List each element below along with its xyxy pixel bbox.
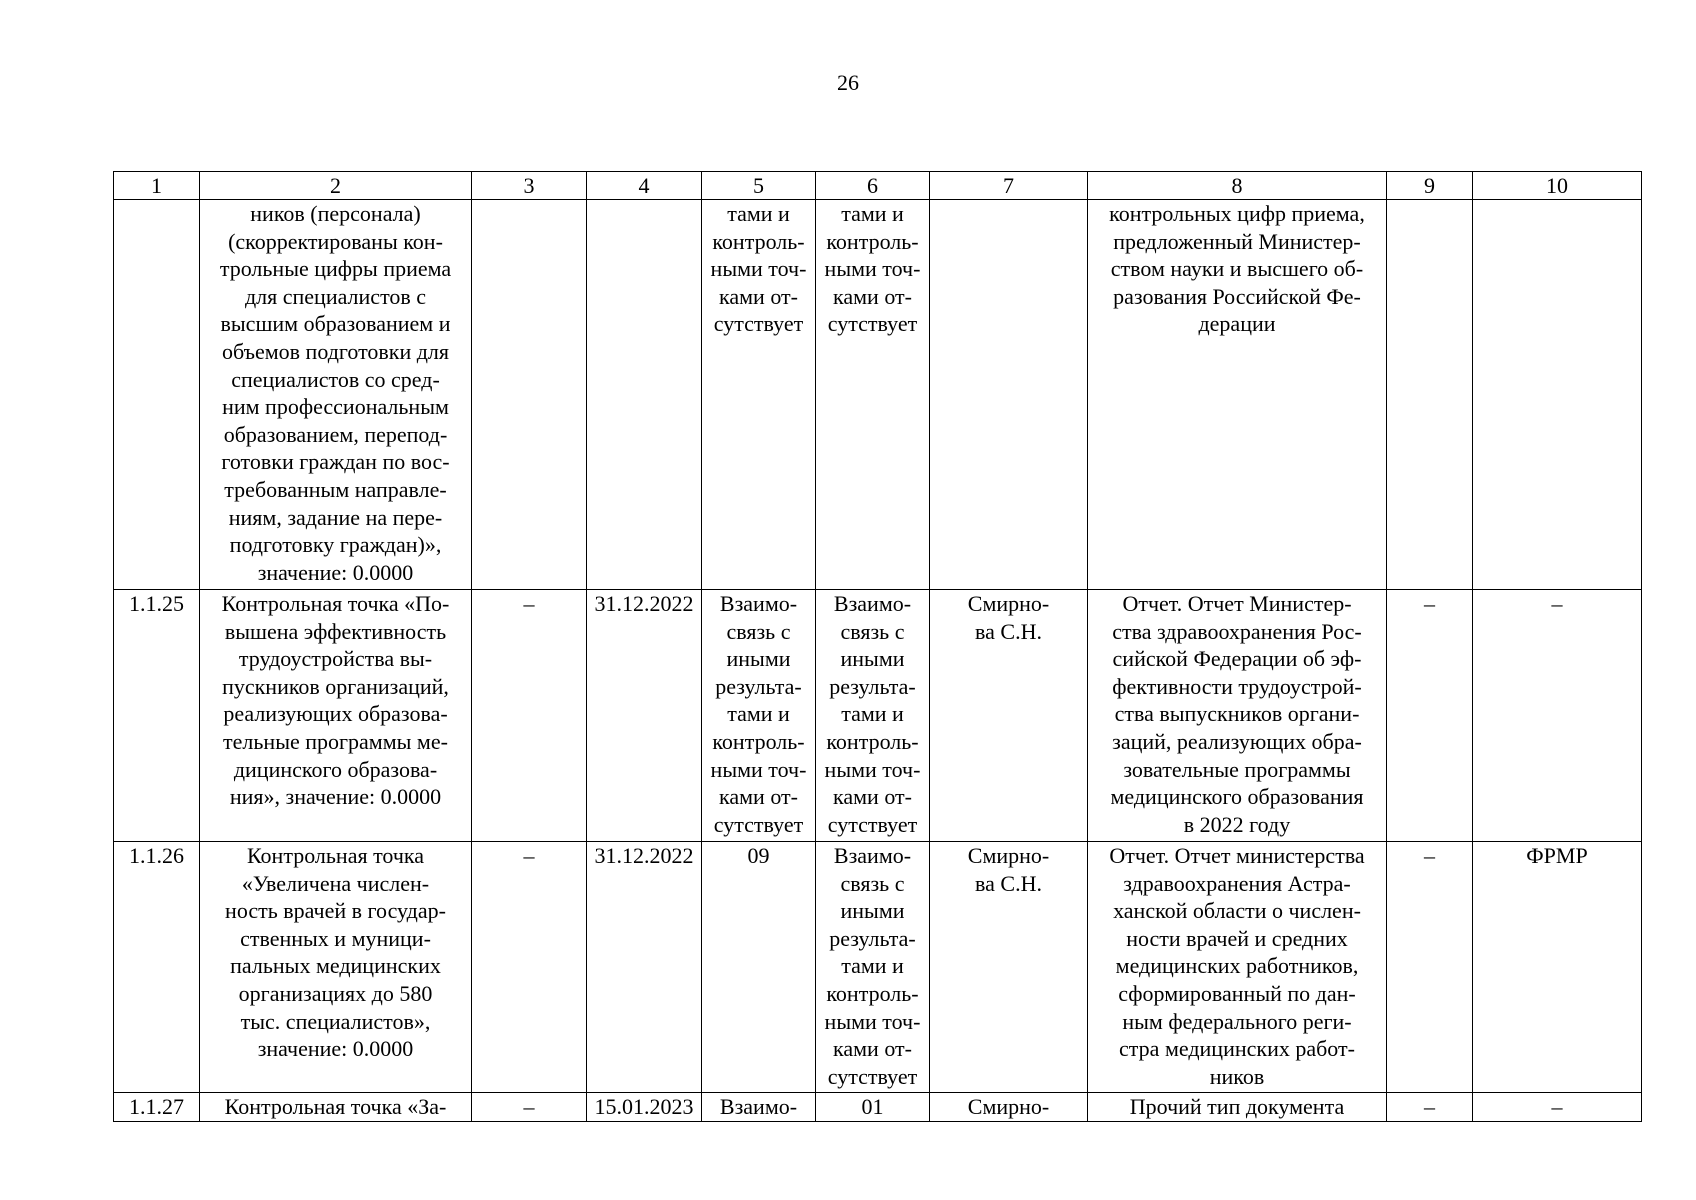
column-header: 1 <box>114 172 200 200</box>
cell-date: 15.01.2023 <box>587 1093 702 1122</box>
cell-col5: 09 <box>702 842 816 1093</box>
column-header: 2 <box>200 172 472 200</box>
table-row <box>114 200 1642 590</box>
cell-col9: – <box>1387 1093 1473 1122</box>
cell-col10: – <box>1473 1093 1642 1122</box>
cell-description: Контрольная точка «За- <box>200 1093 472 1122</box>
cell-number: 1.1.26 <box>114 842 200 1093</box>
cell-col6: Взаимо- связь с иными результа- тами и контроль- ными точ- ками от- сутствует <box>816 842 930 1093</box>
cell-col3: – <box>472 590 587 842</box>
data-table <box>113 171 1642 1122</box>
column-header: 6 <box>816 172 930 200</box>
cell-col9: – <box>1387 842 1473 1093</box>
table-row <box>114 590 1642 842</box>
cell-description: Контрольная точка «По- вышена эффективность трудоустройства вы- пускников организаций, реализующих образова- тельные программы ме- дицинского образова- ния», значение: 0.0000 <box>200 590 472 842</box>
column-header: 10 <box>1473 172 1642 200</box>
column-header: 8 <box>1088 172 1387 200</box>
table-row <box>114 842 1642 1093</box>
column-header: 5 <box>702 172 816 200</box>
cell-document: контрольных цифр приема, предложенный Министер- ством науки и высшего об- разования Российской Фе- дерации <box>1088 200 1387 590</box>
column-header: 7 <box>930 172 1088 200</box>
cell-description: Контрольная точка «Увеличена числен- ность врачей в государ- ственных и муници- пальных медицинских организациях до 580 тыс. специалистов», значение: 0.0000 <box>200 842 472 1093</box>
cell-responsible <box>930 200 1088 590</box>
cell-col10 <box>1473 200 1642 590</box>
cell-document: Отчет. Отчет Министер- ства здравоохранения Рос- сийской Федерации об эф- фективности трудоустрой- ства выпускников органи- заций, реализующих обра- зовательные программы медицинского образования в 2022 году <box>1088 590 1387 842</box>
cell-col3 <box>472 200 587 590</box>
cell-col10: ФРМР <box>1473 842 1642 1093</box>
cell-col6: Взаимо- связь с иными результа- тами и контроль- ными точ- ками от- сутствует <box>816 590 930 842</box>
cell-col6: 01 <box>816 1093 930 1122</box>
column-header: 9 <box>1387 172 1473 200</box>
cell-number: 1.1.25 <box>114 590 200 842</box>
cell-col9 <box>1387 200 1473 590</box>
cell-col10: – <box>1473 590 1642 842</box>
cell-col6: тами и контроль- ными точ- ками от- сутствует <box>816 200 930 590</box>
cell-col5: Взаимо- связь с иными результа- тами и контроль- ными точ- ками от- сутствует <box>702 590 816 842</box>
column-header: 4 <box>587 172 702 200</box>
table-header-row <box>114 172 1642 200</box>
cell-col3: – <box>472 842 587 1093</box>
cell-responsible: Смирно- <box>930 1093 1088 1122</box>
cell-date <box>587 200 702 590</box>
cell-document: Прочий тип документа <box>1088 1093 1387 1122</box>
cell-col5: тами и контроль- ными точ- ками от- сутствует <box>702 200 816 590</box>
cell-date: 31.12.2022 <box>587 590 702 842</box>
cell-responsible: Смирно- ва С.Н. <box>930 590 1088 842</box>
page-number: 26 <box>837 70 859 95</box>
cell-responsible: Смирно- ва С.Н. <box>930 842 1088 1093</box>
cell-document: Отчет. Отчет министерства здравоохранения Астра- ханской области о числен- ности врачей и средних медицинских работников, сформированный по дан- ным федерального реги- стра медицинских работ- ников <box>1088 842 1387 1093</box>
cell-number: 1.1.27 <box>114 1093 200 1122</box>
table-row <box>114 1093 1642 1122</box>
cell-col5: Взаимо- <box>702 1093 816 1122</box>
cell-col9: – <box>1387 590 1473 842</box>
cell-col3: – <box>472 1093 587 1122</box>
cell-description: ников (персонала) (скорректированы кон- трольные цифры приема для специалистов с высшим образованием и объемов подготовки для специалистов со сред- ним профессиональным образованием, перепод- готовки граждан по вос- требованным направле- ниям, задание на пере- подготовку граждан)», значение: 0.0000 <box>200 200 472 590</box>
column-header: 3 <box>472 172 587 200</box>
cell-date: 31.12.2022 <box>587 842 702 1093</box>
cell-number <box>114 200 200 590</box>
